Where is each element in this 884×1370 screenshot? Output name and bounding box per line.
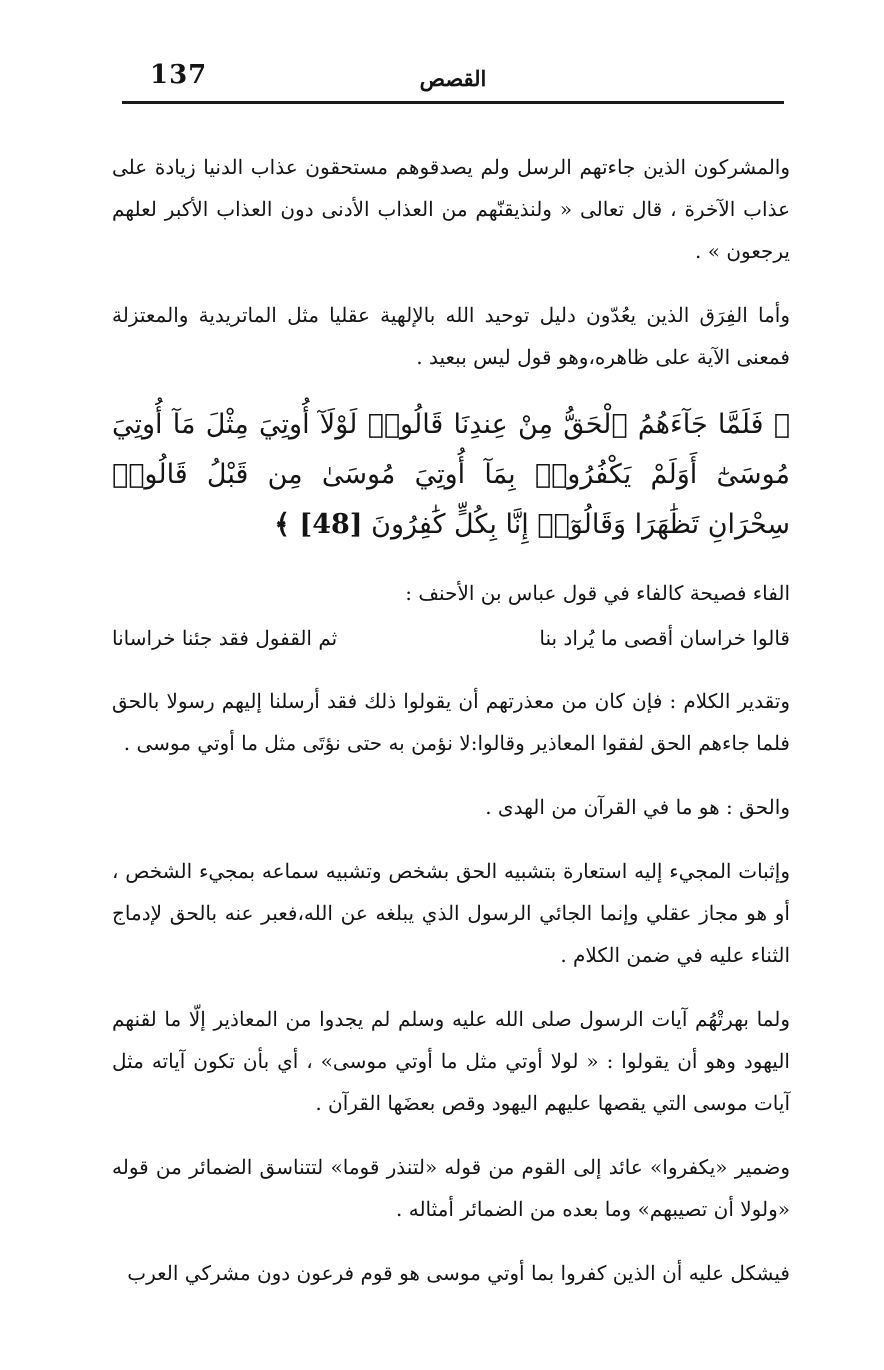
running-title: القصص	[419, 66, 487, 91]
paragraph-2: وأما الفِرَق الذين يعُدّون دليل توحيد الله بالإلهية عقليا مثل الماتريدية والمعتزلة فمعنى الآية على ظاهره،وهو قول ليس ببعيد .	[112, 303, 790, 369]
paragraph-9: فيشكل عليه أن الذين كفروا بما أوتي موسى هو قوم فرعون دون مشركي العرب	[127, 1261, 790, 1285]
paragraph-8: وضمير «يكفروا» عائد إلى القوم من قوله «لتنذر قوما» لتتناسق الضمائر من قوله «ولولا أن تصيبهم» وما بعده من الضمائر أمثاله .	[112, 1155, 790, 1221]
page-number: 137	[150, 60, 208, 90]
verse-reference: [48] ﴾	[274, 509, 363, 540]
page-header	[122, 58, 784, 102]
paragraph-5: والحق : هو ما في القرآن من الهدى .	[485, 795, 790, 819]
paragraph-4: وتقدير الكلام : فإن كان من معذرتهم أن يقولوا ذلك فقد أرسلنا إليهم رسولا بالحق فلما جاءهم الحق لفقوا المعاذير وقالوا:لا نؤمن به حتى نؤتَى مثل ما أوتي موسى .	[112, 689, 790, 755]
quran-verse	[112, 400, 790, 550]
paragraph-6: وإثبات المجيء إليه استعارة بتشبيه الحق بشخص وتشبيه سماعه بمجيء الشخص ، أو هو مجاز عقلي وإنما الجائي الرسول الذي يبلغه عن الله،فعبر عنه بالحق لإدماج الثناء عليه في ضمن الكلام .	[112, 859, 790, 967]
poem-first-hemistich: قالوا خراسان أقصى ما يُراد بنا	[539, 626, 790, 650]
poem-second-hemistich: ثم القفول فقد جئنا خراسانا	[112, 626, 338, 650]
paragraph-3: الفاء فصيحة كالفاء في قول عباس بن الأحنف :	[405, 581, 790, 605]
poem-verse	[112, 618, 790, 658]
paragraph-1: والمشركون الذين جاءتهم الرسل ولم يصدقوهم مستحقون عذاب الدنيا زيادة على عذاب الآخرة ، قال تعالى « ولنذيقنّهم من العذاب الأدنى دون العذاب الأكبر لعلهم يرجعون » .	[112, 155, 790, 263]
verse-text: ﴿ فَلَمَّا جَآءَهُمُ ٱلْحَقُّ مِنْ عِندِنَا قَالُوا۟ لَوْلَآ أُوتِيَ مِثْلَ مَآ أُوتِيَ مُوسَىٰٓ أَوَلَمْ يَكْفُرُوا۟ بِمَآ أُوتِيَ مُوسَىٰ مِن قَبْلُ قَالُوا۟ سِحْرَانِ تَظَٰهَرَا وَقَالُوٓا۟ إِنَّا بِكُلٍّ كَٰفِرُونَ	[112, 409, 790, 540]
page-body	[112, 146, 790, 1316]
paragraph-7: ولما بهرتْهُم آيات الرسول صلى الله عليه وسلم لم يجدوا من المعاذير إلّا ما لقنهم اليهود وهو أن يقولوا : « لولا أوتي مثل ما أوتي موسى» ، أي بأن تكون آياته مثل آيات موسى التي يقصها عليهم اليهود وقص بعضَها القرآن .	[112, 1007, 790, 1115]
header-rule	[122, 101, 784, 104]
